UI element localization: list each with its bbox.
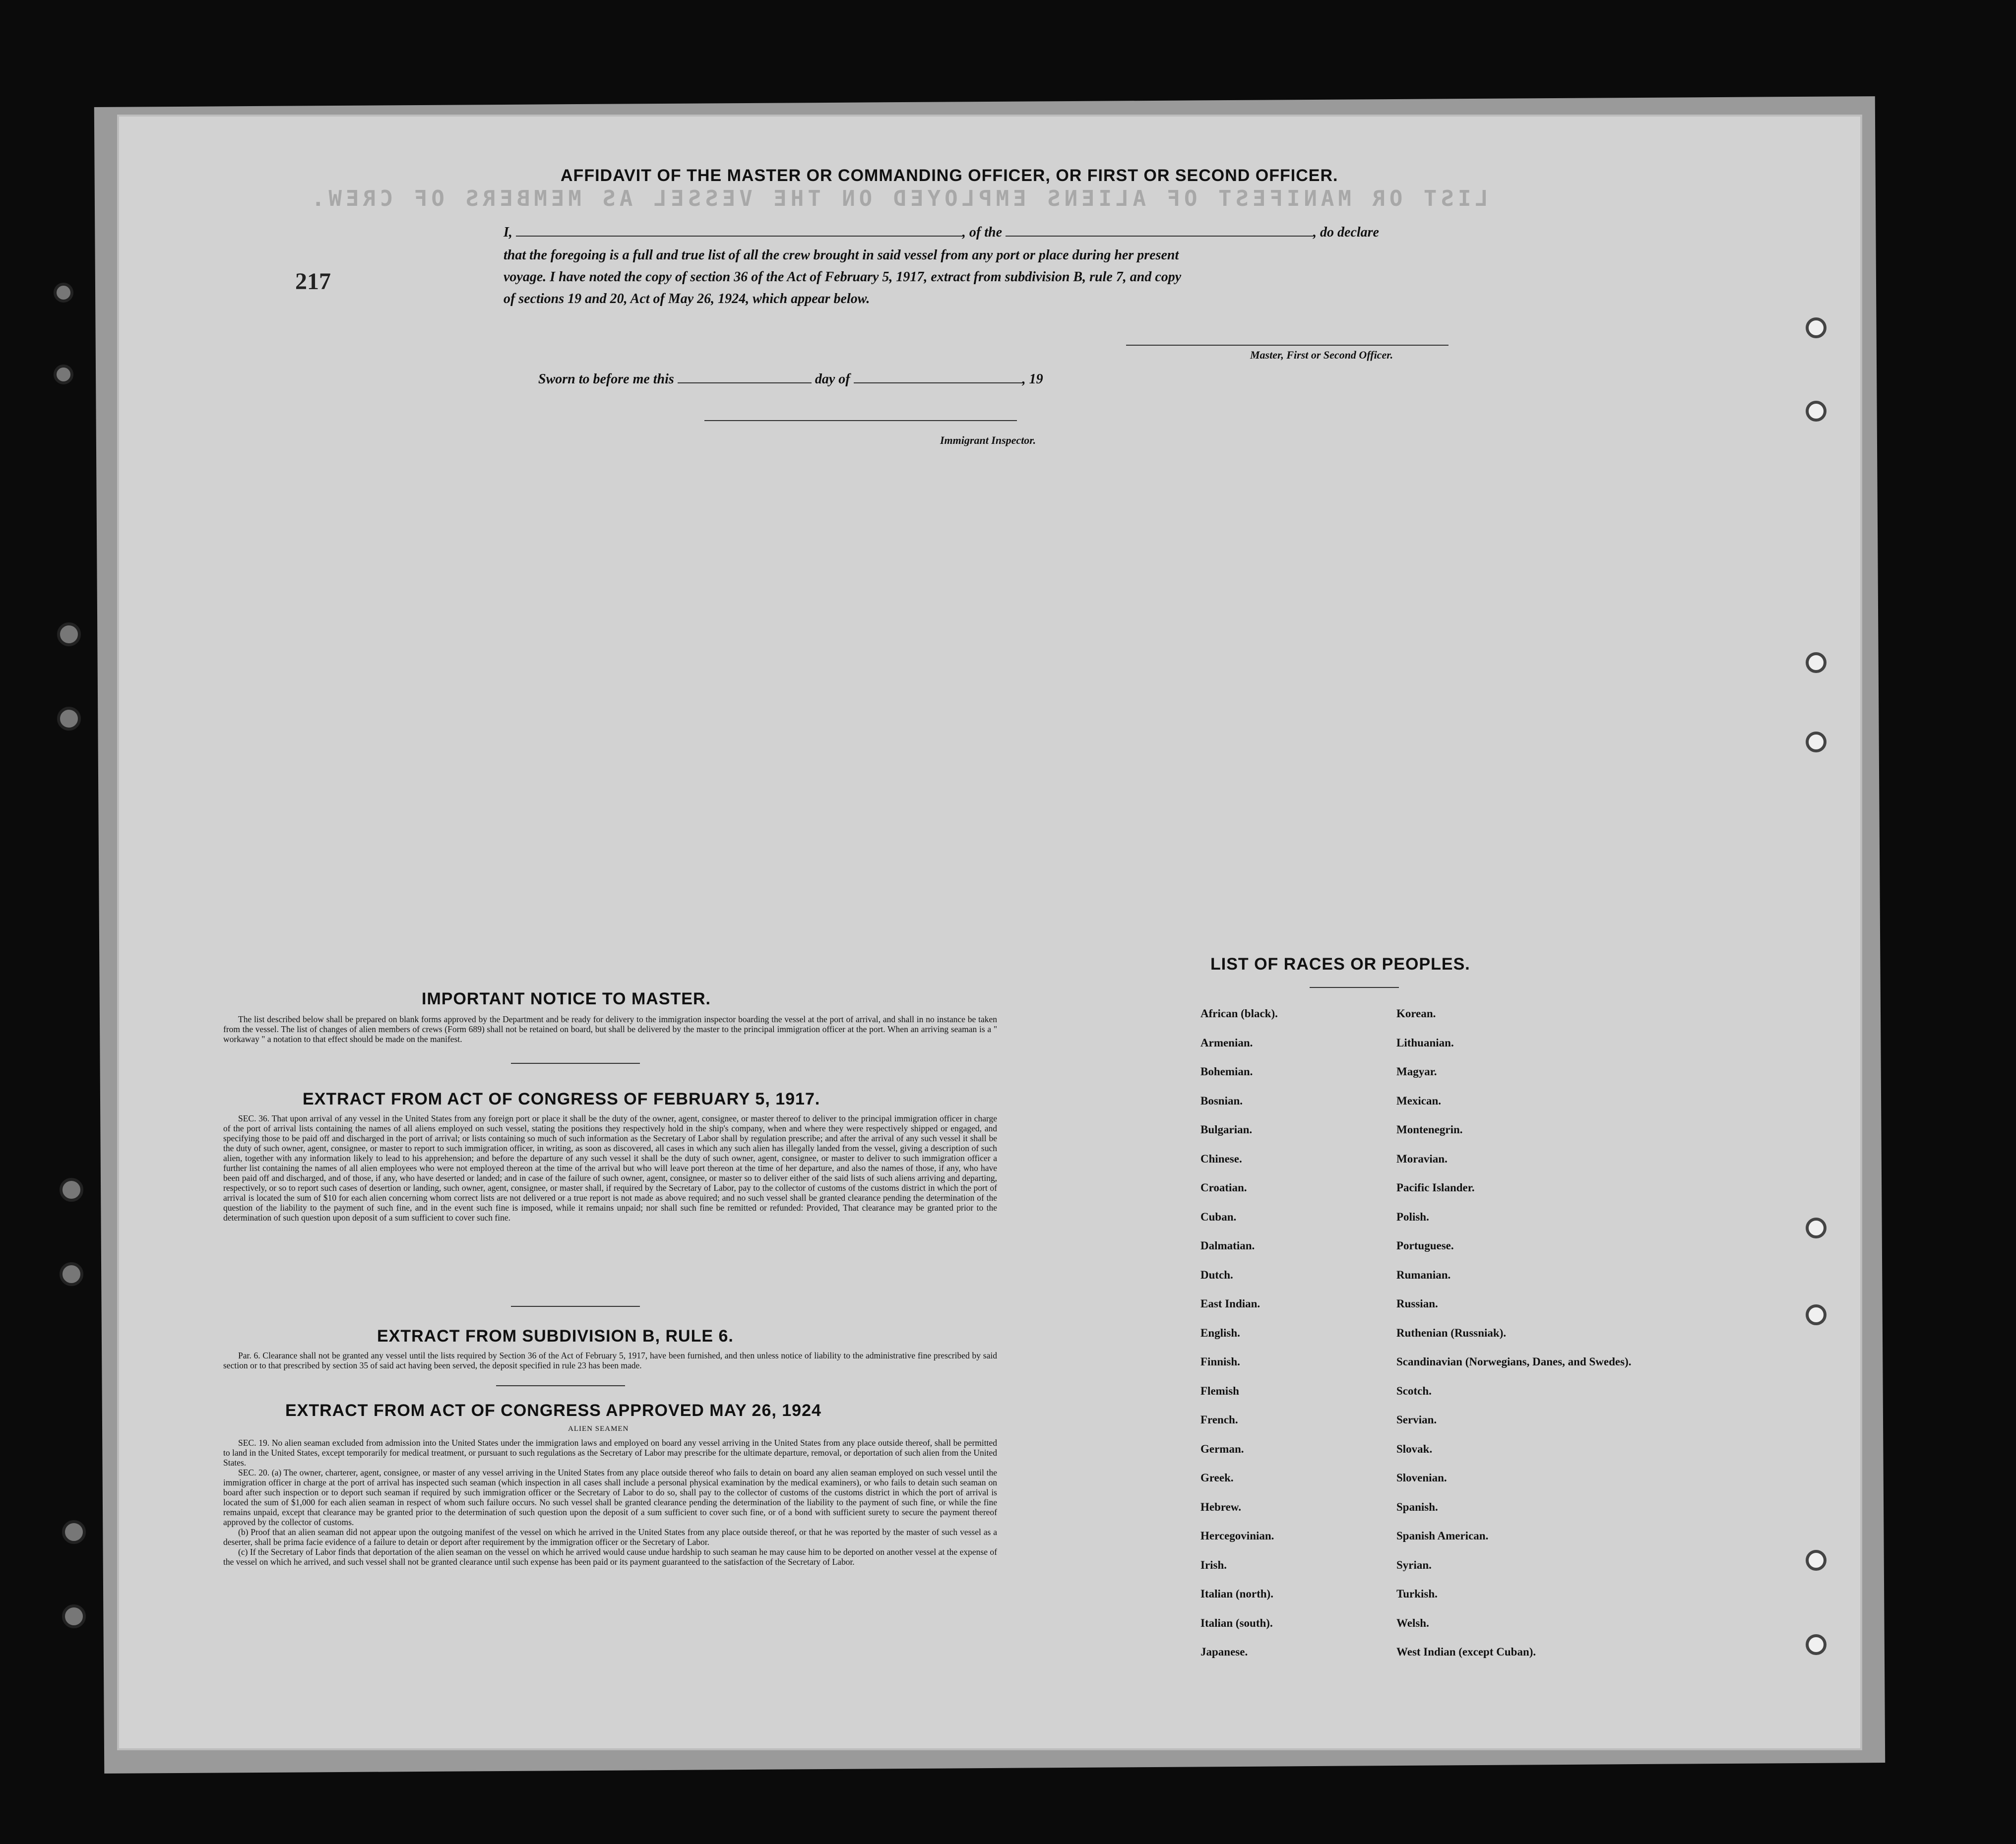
races-title: LIST OF RACES OR PEOPLES. <box>1210 955 1470 974</box>
race-item: Slovak. <box>1396 1442 1433 1455</box>
race-item: African (black). <box>1200 1007 1278 1020</box>
binder-hole <box>62 1520 86 1544</box>
race-item: Korean. <box>1396 1007 1436 1020</box>
race-item: Italian (north). <box>1200 1588 1273 1600</box>
race-item: Italian (south). <box>1200 1616 1273 1629</box>
sworn-day-blank <box>678 382 812 383</box>
race-item: Cuban. <box>1200 1210 1237 1223</box>
binder-hole <box>1806 401 1827 422</box>
race-item: Spanish American. <box>1396 1530 1489 1542</box>
race-item: Scotch. <box>1396 1384 1432 1397</box>
race-item: Magyar. <box>1396 1065 1437 1078</box>
race-item: Bohemian. <box>1200 1065 1253 1078</box>
race-item: Greek. <box>1200 1472 1234 1484</box>
binder-hole <box>1806 1218 1827 1238</box>
race-item: Finnish. <box>1200 1355 1240 1368</box>
affidavit-line3: voyage. I have noted the copy of section 36 of the Act of February 5, 1917, extract from subdivision B, rule 7, and copy <box>504 269 1182 285</box>
master-signature-line <box>1126 345 1449 346</box>
races-right-column <box>1396 999 1632 1667</box>
binder-hole <box>1806 652 1827 673</box>
master-label: Master, First or Second Officer. <box>1250 349 1393 361</box>
race-item: East Indian. <box>1200 1297 1260 1310</box>
inspector-label: Immigrant Inspector. <box>940 434 1036 446</box>
affidavit-i: I, <box>504 225 512 240</box>
binder-hole <box>60 1178 83 1202</box>
extract-1917-title: EXTRACT FROM ACT OF CONGRESS OF FEBRUARY 5, 1917. <box>303 1090 820 1108</box>
race-item: English. <box>1200 1326 1240 1339</box>
affidavit-of-the: , of the <box>962 225 1003 240</box>
race-item: Servian. <box>1396 1414 1437 1426</box>
sworn-label: Sworn to before me this <box>538 371 674 387</box>
race-item: Bulgarian. <box>1200 1123 1253 1136</box>
race-item: Croatian. <box>1200 1181 1247 1194</box>
affidavit-line1 <box>504 225 1379 241</box>
divider-2 <box>511 1306 640 1307</box>
extract-1924-text <box>223 1438 997 1567</box>
alien-seamen-subtitle: ALIEN SEAMEN <box>568 1425 629 1433</box>
binder-hole <box>1806 1634 1827 1655</box>
race-item: Montenegrin. <box>1396 1123 1463 1136</box>
binder-hole <box>1806 317 1827 338</box>
page-number-stamp: 217 <box>295 268 331 295</box>
race-item: Chinese. <box>1200 1152 1242 1165</box>
affidavit-line2: that the foregoing is a full and true list of all the crew brought in said vessel from any port or place during her present <box>504 247 1179 263</box>
binder-hole <box>54 283 73 303</box>
bleed-through-title: LIST OR MANIFEST OF ALIENS EMPLOYED ON THE VESSEL AS MEMBERS OF CREW. <box>308 186 1488 211</box>
extract-1917-text: SEC. 36. That upon arrival of any vessel in the United States from any foreign port or place it shall be the duty of the owner, agent, consignee, or master thereof to deliver to the principal immigration officer in charge of the port of arrival lists containing the names of all aliens employed on such vessel, stating the positions they respectively hold in the ship's company, when and where they were respectively shipped or engaged, and specifying those to be paid off and discharged in the port of arrival; or lists containing so much of such information as the Secretary of Labor shall by regulation prescribe; and after the arrival of any such vessel it shall be the duty of such owner, agent, consignee, or master to report to such immigration officer, in writing, as soon as discovered, all cases in which any such alien has illegally landed from the vessel, giving a description of such alien, together with any information likely to lead to his apprehension; and before the departure of any such vessel it shall be the duty of such owner, agent, consignee, or master to deliver to such immigration officer a further list containing the names of all alien employees who were not employed thereon at the time of the arrival but who will leave port thereon at the time of her departure, and also the names of those, if any, who have been paid off and discharged, and of those, if any, who have deserted or landed; and in case of the failure of such owner, agent, consignee, or master so to deliver either of the said lists of such aliens arriving and departing, respectively, or so to report such cases of desertion or landing, such owner, agent, consignee, or master shall, if required by the Secretary of Labor, pay to the collector of customs of the customs district in which the port of arrival is located the sum of $10 for each alien concerning whom correct lists are not delivered or a true report is not made as above required; and no such vessel shall be granted clearance pending the determination of the question of the liability to the payment of such fine, and in the event such fine is imposed, while it remains unpaid; nor shall such fine be remitted or refunded: Provided, That clearance may be granted prior to the determination of such question upon deposit of a sum sufficient to cover such fine. <box>223 1113 997 1223</box>
sworn-line <box>538 371 1043 387</box>
name-blank <box>516 236 962 237</box>
race-item: Japanese. <box>1200 1646 1248 1658</box>
race-item: Moravian. <box>1396 1152 1448 1165</box>
divider-1 <box>511 1063 640 1064</box>
race-item: Hebrew. <box>1200 1500 1241 1513</box>
race-item: Syrian. <box>1396 1558 1432 1571</box>
sec-20c: (c) If the Secretary of Labor finds that deportation of the alien seaman on the vessel on which he arrived would cause undue hardship to such seaman he may cause him to be deported on another vessel at the expense of the vessel on which he arrived, and such vessel shall not be granted clearance until such expense has been paid or its payment guaranteed to the satisfaction of the Secretary of Labor. <box>223 1547 997 1567</box>
race-item: Slovenian. <box>1396 1472 1447 1484</box>
sec-20a: SEC. 20. (a) The owner, charterer, agent, consignee, or master of any vessel arriving in the United States from any place outside thereof who fails to detain on board any alien seaman employed on such vessel until the immigration officer in charge at the port of arrival has inspected such seaman (which inspection in all cases shall include a personal physical examination by the medical examiners), or who fails to detain such seaman on board after such inspection or to deport such seaman if required by such immigration officer or the Secretary of Labor to do so, shall pay to the collector of customs of the customs district in which the port of arrival is located the sum of $1,000 for each alien seaman in respect of whom such failure occurs. No such vessel shall be granted clearance pending the determination of the liability to the payment of such fine, or while the fine remains unpaid, except that clearance may be granted prior to the determination of such question upon the deposit of a sum sufficient to cover such fine, or of a bond with sufficient surety to secure the payment thereof approved by the collector of customs. <box>223 1468 997 1527</box>
divider-3 <box>496 1385 625 1386</box>
race-item: Ruthenian (Russniak). <box>1396 1326 1507 1339</box>
race-item: West Indian (except Cuban). <box>1396 1646 1536 1658</box>
notice-title: IMPORTANT NOTICE TO MASTER. <box>422 989 711 1008</box>
document-page <box>119 117 1860 1748</box>
race-item: Russian. <box>1396 1297 1438 1310</box>
race-item: French. <box>1200 1414 1238 1426</box>
sec-20b: (b) Proof that an alien seaman did not appear upon the outgoing manifest of the vessel on which he arrived in the United States from any place outside thereof, or that he was reported by the master of such vessel as a deserter, shall be prima facie evidence of a failure to detain or deport after requirement by the immigration officer or the Secretary of Labor. <box>223 1527 997 1547</box>
race-item: Irish. <box>1200 1558 1227 1571</box>
affidavit-do-declare: , do declare <box>1313 225 1379 240</box>
race-item: Armenian. <box>1200 1036 1253 1049</box>
rule-6-text: Par. 6. Clearance shall not be granted any vessel until the lists required by Section 36 of the Act of February 5, 1917, have been furnished, and then unless notice of liability to the administrative fine prescribed by said section or to that prescribed by section 35 of said act having been served, the deposit specified in rule 23 has been made. <box>223 1351 997 1370</box>
race-item: German. <box>1200 1442 1244 1455</box>
race-item: Bosnian. <box>1200 1094 1243 1107</box>
races-divider <box>1310 987 1399 988</box>
sworn-month-blank <box>854 382 1022 383</box>
affidavit-title: AFFIDAVIT OF THE MASTER OR COMMANDING OFFICER, OR FIRST OR SECOND OFFICER. <box>561 166 1338 185</box>
race-item: Portuguese. <box>1396 1239 1454 1252</box>
rule-6-title: EXTRACT FROM SUBDIVISION B, RULE 6. <box>377 1327 734 1346</box>
binder-hole <box>57 622 81 646</box>
binder-hole <box>60 1262 83 1286</box>
race-item: Welsh. <box>1396 1616 1429 1629</box>
inspector-signature-line <box>704 420 1017 421</box>
binder-hole <box>1806 1550 1827 1571</box>
binder-hole <box>62 1604 86 1628</box>
binder-hole <box>57 707 81 731</box>
binder-hole <box>1806 732 1827 752</box>
race-item: Flemish <box>1200 1384 1239 1397</box>
binder-hole <box>1806 1304 1827 1325</box>
race-item: Rumanian. <box>1396 1268 1451 1281</box>
race-item: Mexican. <box>1396 1094 1442 1107</box>
race-item: Lithuanian. <box>1396 1036 1454 1049</box>
binder-hole <box>54 365 73 384</box>
race-item: Turkish. <box>1396 1588 1438 1600</box>
race-item: Polish. <box>1396 1210 1429 1223</box>
sec-19: SEC. 19. No alien seaman excluded from admission into the United States under the immigration laws and employed on board any vessel arriving in the United States from any place outside thereof, shall be permitted to land in the United States, except temporarily for medical treatment, or pursuant to such regulations as the Secretary of Labor may prescribe for the ultimate departure, removal, or deportation of such alien from the United States. <box>223 1438 997 1468</box>
extract-1924-title: EXTRACT FROM ACT OF CONGRESS APPROVED MAY 26, 1924 <box>285 1401 821 1420</box>
day-of-label: day of <box>815 371 850 387</box>
vessel-blank <box>1006 236 1313 237</box>
affidavit-line4: of sections 19 and 20, Act of May 26, 1924, which appear below. <box>504 291 870 307</box>
race-item: Scandinavian (Norwegians, Danes, and Swedes). <box>1396 1355 1632 1368</box>
race-item: Spanish. <box>1396 1500 1438 1513</box>
notice-text: The list described below shall be prepared on blank forms approved by the Department and be ready for delivery to the immigration inspector boarding the vessel at the port of arrival, and shall in no instance be taken from the vessel. The list of changes of alien members of crews (Form 689) shall not be retained on board, but shall be delivered by the master to the principal immigration officer at the port. When an arriving seaman is a " workaway " a notation to that effect should be made on the manifest. <box>223 1014 997 1044</box>
race-item: Dutch. <box>1200 1268 1233 1281</box>
race-item: Pacific Islander. <box>1396 1181 1475 1194</box>
races-left-column <box>1200 999 1278 1667</box>
race-item: Dalmatian. <box>1200 1239 1255 1252</box>
year-label: , 19 <box>1022 371 1043 387</box>
race-item: Hercegovinian. <box>1200 1530 1274 1542</box>
